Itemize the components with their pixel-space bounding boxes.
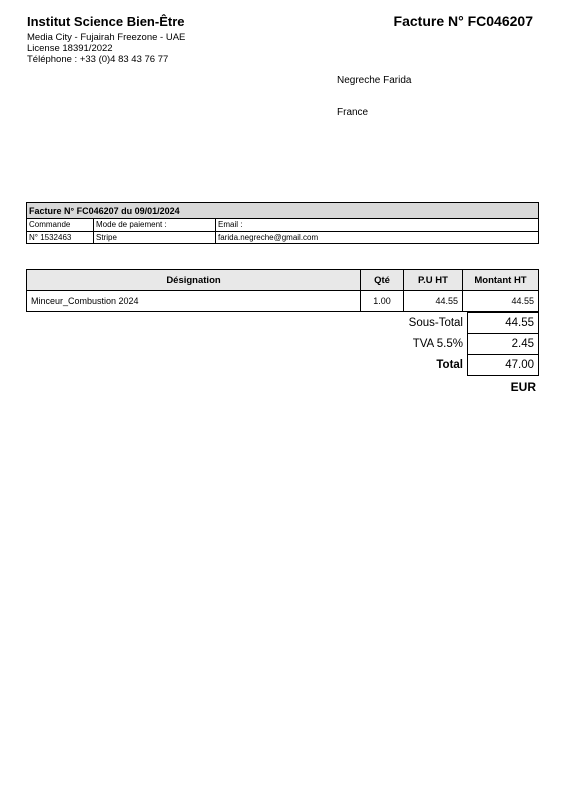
header-unit-price: P.U HT bbox=[404, 270, 463, 291]
totals-table bbox=[340, 312, 539, 376]
order-value: N° 1532463 bbox=[27, 231, 94, 244]
header-designation: Désignation bbox=[27, 270, 361, 291]
company-phone: Téléphone : +33 (0)4 83 43 76 77 bbox=[27, 54, 169, 65]
total-value: 47.00 bbox=[468, 355, 539, 376]
client-name: Negreche Farida bbox=[337, 75, 412, 86]
payment-label: Mode de paiement : bbox=[94, 219, 216, 232]
item-amount: 44.55 bbox=[463, 291, 539, 312]
payment-value: Stripe bbox=[94, 231, 216, 244]
items-table bbox=[26, 269, 539, 312]
invoice-header: Facture N° FC046207 du 09/01/2024 bbox=[27, 203, 539, 219]
header-amount: Montant HT bbox=[463, 270, 539, 291]
item-designation: Minceur_Combustion 2024 bbox=[27, 291, 361, 312]
total-label: Total bbox=[436, 359, 463, 371]
header-qty: Qté bbox=[361, 270, 404, 291]
subtotal-value: 44.55 bbox=[468, 313, 539, 334]
tax-label: TVA 5.5% bbox=[412, 338, 463, 350]
items-header-row bbox=[27, 270, 539, 291]
item-unit-price: 44.55 bbox=[404, 291, 463, 312]
order-info-table bbox=[26, 202, 539, 244]
email-label: Email : bbox=[216, 219, 539, 232]
order-label: Commande bbox=[27, 219, 94, 232]
subtotal-label: Sous-Total bbox=[408, 317, 463, 329]
item-qty: 1.00 bbox=[361, 291, 404, 312]
tax-value: 2.45 bbox=[468, 334, 539, 355]
email-value: farida.negreche@gmail.com bbox=[216, 231, 539, 244]
currency-label: EUR bbox=[510, 380, 536, 394]
company-license: License 18391/2022 bbox=[27, 43, 113, 54]
table-row bbox=[27, 291, 539, 312]
company-name: Institut Science Bien-Être bbox=[27, 14, 185, 29]
invoice-title: Facture N° FC046207 bbox=[393, 13, 533, 29]
company-address: Media City - Fujairah Freezone - UAE bbox=[27, 32, 186, 43]
client-country: France bbox=[337, 107, 369, 118]
